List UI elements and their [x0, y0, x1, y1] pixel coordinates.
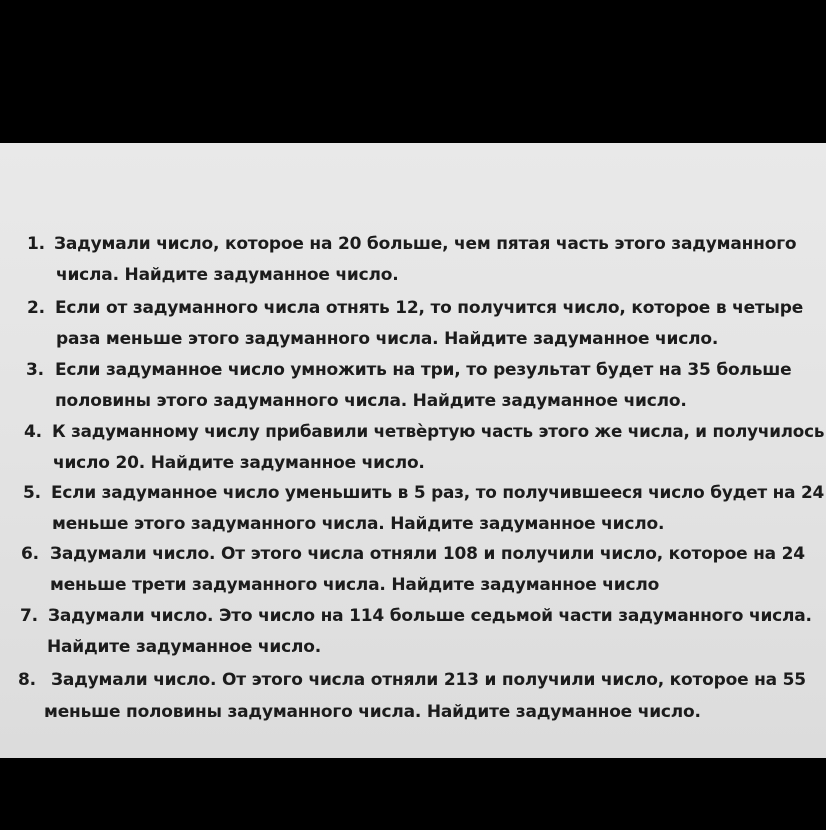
problem-number: 4. [24, 422, 42, 442]
problem-text-line-1: Задумали число. От этого числа отняли 213 и получили число, которое на 55 [51, 670, 806, 690]
problem-text-line-1: Задумали число. Это число на 114 больше седьмой части задуманного числа. [48, 606, 812, 626]
problem-text-line-2: половины этого задуманного числа. Найдите задуманное число. [55, 391, 687, 411]
problem-number: 7. [20, 606, 38, 626]
problem-text-line-2: число 20. Найдите задуманное число. [53, 453, 425, 473]
problem-text-line-2: Найдите задуманное число. [47, 637, 321, 657]
problem-number: 8. [18, 670, 36, 690]
problem-number: 5. [23, 483, 41, 503]
problem-text-line-2: меньше этого задуманного числа. Найдите задуманное число. [52, 514, 665, 534]
problem-number: 2. [27, 298, 45, 318]
problem-text-line-2: числа. Найдите задуманное число. [56, 265, 399, 285]
problem-text-line-1: К задуманному числу прибавили четвѐртую часть этого же числа, и получилось [52, 422, 825, 442]
problem-text-line-1: Если задуманное число умножить на три, то результат будет на 35 больше [55, 360, 792, 380]
worksheet-page [0, 143, 826, 758]
problem-number: 6. [21, 544, 39, 564]
problem-number: 1. [27, 234, 45, 254]
problem-text-line-2: меньше трети задуманного числа. Найдите задуманное число [50, 575, 660, 595]
problem-text-line-1: Задумали число, которое на 20 больше, чем пятая часть этого задуманного [54, 234, 797, 254]
problem-text-line-2: меньше половины задуманного числа. Найдите задуманное число. [44, 702, 701, 722]
problem-text-line-2: раза меньше этого задуманного числа. Найдите задуманное число. [56, 329, 719, 349]
problem-text-line-1: Если от задуманного числа отнять 12, то получится число, которое в четыре [55, 298, 804, 318]
problem-text-line-1: Задумали число. От этого числа отняли 108 и получили число, которое на 24 [50, 544, 805, 564]
problem-text-line-1: Если задуманное число уменьшить в 5 раз, то получившееся число будет на 24 [51, 483, 825, 503]
problem-number: 3. [26, 360, 44, 380]
